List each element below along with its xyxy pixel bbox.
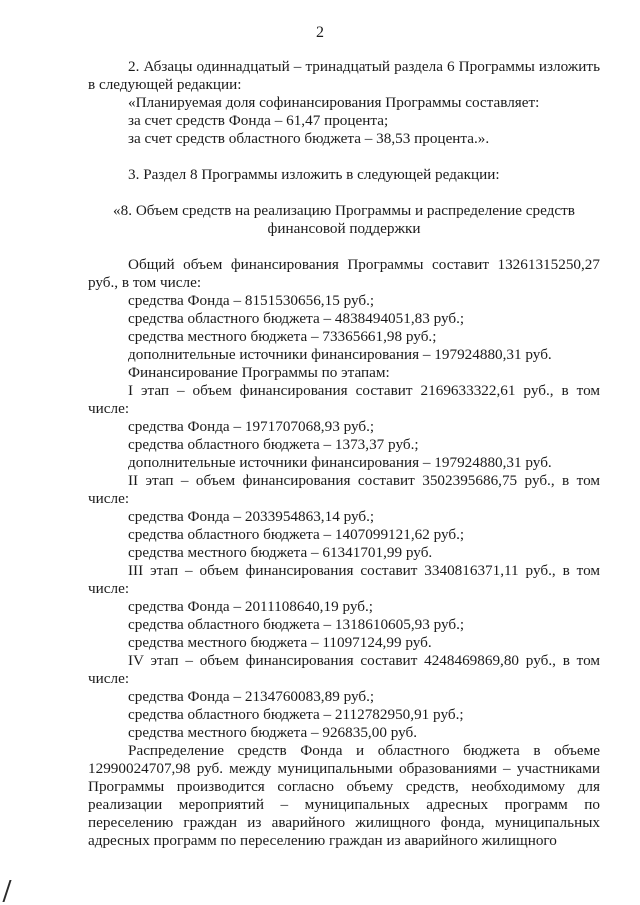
- funding-item: средства Фонда – 8151530656,15 руб.;: [128, 292, 375, 309]
- section-2-intro: 2. Абзацы одиннадцатый – тринадцатый раздела 6 Программы изложить в следующей редакции:: [88, 58, 600, 93]
- section-3-intro: 3. Раздел 8 Программы изложить в следующей редакции:: [128, 166, 500, 183]
- stage-1-summary: I этап – объем финансирования составит 2169633322,61 руб., в том числе:: [88, 382, 600, 417]
- stage-3-summary: III этап – объем финансирования составит 3340816371,11 руб., в том числе:: [88, 562, 600, 597]
- stage-4-item: средства Фонда – 2134760083,89 руб.;: [128, 688, 375, 705]
- stage-4-summary: IV этап – объем финансирования составит 4248469869,80 руб., в том числе:: [88, 652, 600, 687]
- stage-3-item: средства Фонда – 2011108640,19 руб.;: [128, 598, 373, 615]
- stage-2-item: средства местного бюджета – 61341701,99 руб.: [128, 544, 433, 561]
- funding-item: дополнительные источники финансирования – 197924880,31 руб.: [128, 346, 552, 363]
- section-2-quote-line: за счет средств Фонда – 61,47 процента;: [128, 112, 389, 129]
- stage-2-item: средства областного бюджета – 1407099121,62 руб.;: [128, 526, 465, 543]
- scan-edge-mark: [2, 880, 11, 902]
- funding-item: средства областного бюджета – 4838494051,83 руб.;: [128, 310, 465, 327]
- document-body: [88, 58, 600, 850]
- total-funding: Общий объем финансирования Программы составит 13261315250,27 руб., в том числе:: [88, 256, 600, 291]
- funding-item: средства местного бюджета – 73365661,98 руб.;: [128, 328, 437, 345]
- page-number: 2: [316, 24, 324, 41]
- stage-4-item: средства областного бюджета – 2112782950,91 руб.;: [128, 706, 464, 723]
- section-2-quote-line: «Планируемая доля софинансирования Программы составляет:: [128, 94, 540, 111]
- section-2-quote-line: за счет средств областного бюджета – 38,53 процента.».: [128, 130, 490, 147]
- stage-2-item: средства Фонда – 2033954863,14 руб.;: [128, 508, 375, 525]
- stage-3-item: средства местного бюджета – 11097124,99 руб.: [128, 634, 432, 651]
- stage-2-summary: II этап – объем финансирования составит 3502395686,75 руб., в том числе:: [88, 472, 600, 507]
- stage-1-item: средства областного бюджета – 1373,37 руб.;: [128, 436, 419, 453]
- stage-3-item: средства областного бюджета – 1318610605,93 руб.;: [128, 616, 465, 633]
- distribution-paragraph: Распределение средств Фонда и областного бюджета в объеме 12990024707,98 руб. между муниципальными образованиями – участниками Программы производится согласно объему средств, необходимому для реализации мероприятий – муниципальных адресных программ по переселению граждан из аварийного жилищного фонда, муниципальных адресных программ по переселению граждан из аварийного жилищного: [88, 742, 600, 849]
- stage-4-item: средства местного бюджета – 926835,00 руб.: [128, 724, 418, 741]
- stage-1-item: средства Фонда – 1971707068,93 руб.;: [128, 418, 375, 435]
- stages-intro: Финансирование Программы по этапам:: [128, 364, 390, 381]
- stage-1-item: дополнительные источники финансирования – 197924880,31 руб.: [128, 454, 552, 471]
- section-8-heading: «8. Объем средств на реализацию Программы и распределение средств финансовой поддержки: [113, 202, 575, 237]
